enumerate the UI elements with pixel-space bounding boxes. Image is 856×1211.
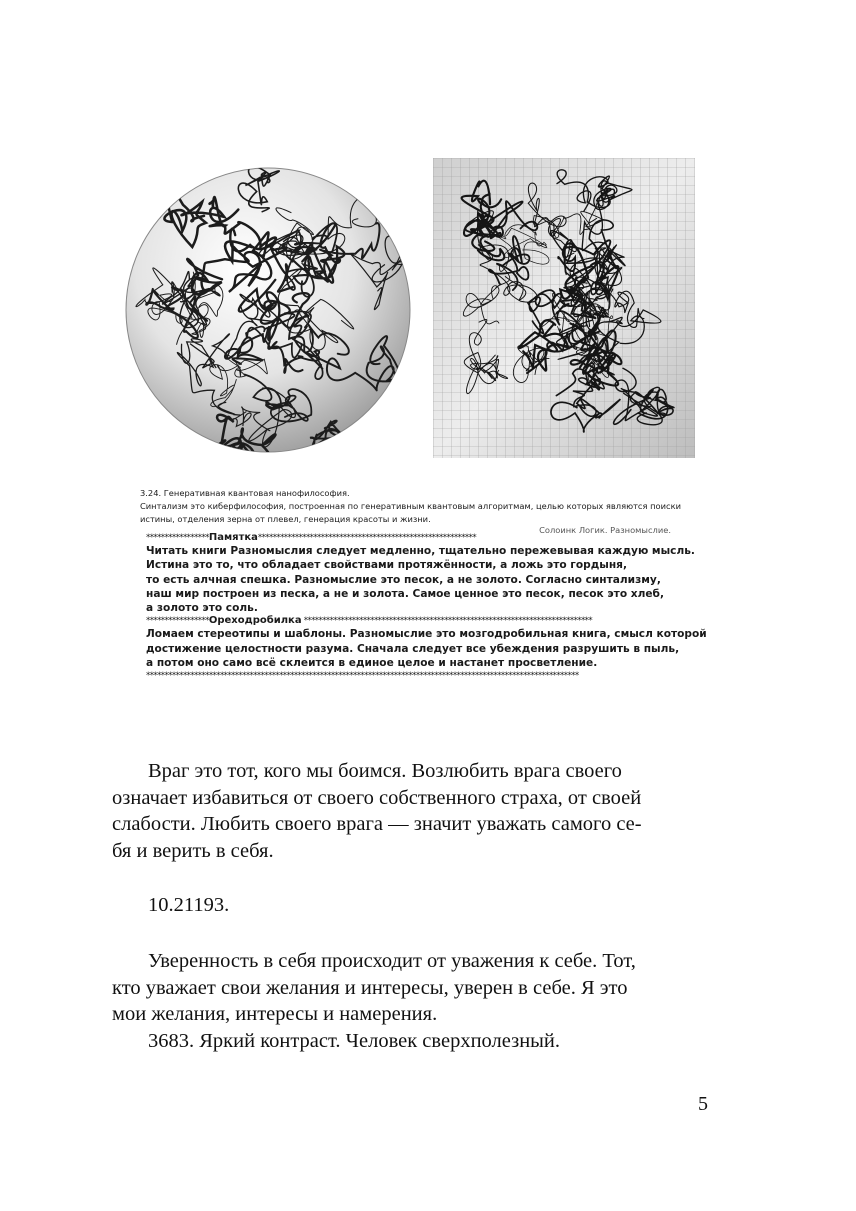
caption-line: истины, отделения зерна от плевел, генерация красоты и жизни. xyxy=(140,514,431,524)
caption-line: Синтализм это киберфилософия, построенная по генеративным квантовым алгоритмам, целью которых являются поиски xyxy=(140,501,681,511)
sphere-scribble-image xyxy=(124,166,412,454)
text-line: бя и верить в себя. xyxy=(112,839,274,862)
memo-header: *****************Памятка*********************************************************** xyxy=(146,532,477,543)
caption-title: 3.24. Генеративная квантовая нанофилософия. xyxy=(140,488,350,498)
memo-line: Истина это то, что обладает свойствами протяжённости, а ложь это гордыня, xyxy=(146,559,627,572)
nutcracker-line: достижение целостности разума. Сначала следует все убеждения разрушить в пыль, xyxy=(146,642,680,655)
memo-title: Памятка xyxy=(208,532,258,543)
footer-stars: ********************************************************************************************************************* xyxy=(146,671,579,682)
image-caption-block xyxy=(140,487,707,682)
text-line: 3683. Яркий контраст. Человек сверхполезный. xyxy=(148,1029,561,1052)
nutcracker-line: а потом оно само всё склеится в единое целое и настанет просветление. xyxy=(146,657,598,670)
memo-line: а золото это соль. xyxy=(146,602,258,615)
memo-line: Читать книги Разномыслия следует медленно, тщательно пережевывая каждую мысль. xyxy=(146,545,695,557)
nutcracker-line: Ломаем стереотипы и шаблоны. Разномыслие это мозгодробильная книга, смысл которой xyxy=(146,628,707,641)
caption-author: Солоинк Логик. Разномыслие. xyxy=(539,525,671,535)
paragraph-confidence xyxy=(112,948,712,1054)
nutcracker-header: *****************Ореходробилка ****************************************************************************** xyxy=(146,615,593,627)
text-line: кто уважает свои желания и интересы, уверен в себе. Я это xyxy=(112,976,628,999)
memo-line: наш мир построен из песка, а не и золота. Самое ценное это песок, песок это хлеб, xyxy=(146,587,664,600)
entry-number xyxy=(112,892,712,919)
page-number: 5 xyxy=(698,1093,708,1115)
scribble-stroke xyxy=(127,417,159,454)
text-line: Уверенность в себя происходит от уважения к себе. Тот, xyxy=(148,950,636,972)
text-line: Враг это тот, кого мы боимся. Возлюбить врага своего xyxy=(148,760,622,782)
text-line: слабости. Любить своего врага — значит уважать самого се- xyxy=(112,813,642,835)
grid-paper-scribble-image xyxy=(433,158,695,458)
nutcracker-title: Ореходробилка xyxy=(208,615,302,627)
text-line: мои желания, интересы и намерения. xyxy=(112,1003,438,1025)
text-line: 10.21193. xyxy=(148,894,230,916)
memo-line: то есть алчная спешка. Разномыслие это песок, а не золото. Согласно синтализму, xyxy=(146,573,661,586)
text-line: означает избавиться от своего собственного страха, от своей xyxy=(112,786,642,809)
paragraph-enemy xyxy=(112,758,712,864)
